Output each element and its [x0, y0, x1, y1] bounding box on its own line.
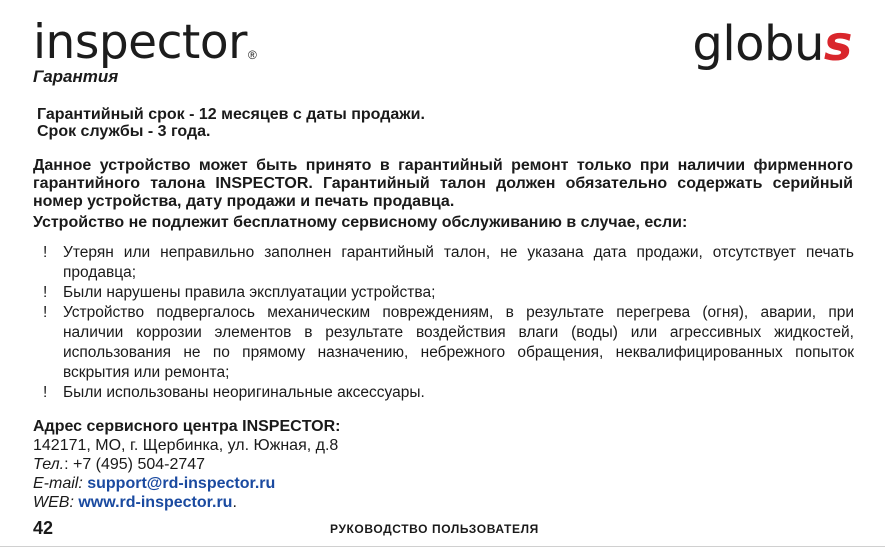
- street-address: 142171, МО, г. Щербинка, ул. Южная, д.8: [33, 437, 339, 454]
- web-line: [33, 493, 341, 512]
- phone-number: : +7 (495) 504-2747: [64, 456, 206, 473]
- warranty-conditions-paragraph: [33, 157, 853, 211]
- list-item: [43, 243, 854, 283]
- exclusions-title: Устройство не подлежит бесплатному сервисному обслуживанию в случае, если:: [33, 214, 688, 231]
- paragraph-line: номер устройства, дату продажи и печать продавца.: [33, 193, 455, 210]
- list-item-text: использования не по прямому назначению, небрежного обращения, неквалифицированных попыток: [63, 344, 854, 361]
- footer-divider: [0, 546, 885, 547]
- list-item-text: наличии коррозии элементов в результате воздействия влаги (воды) или агрессивных жидкостей,: [63, 324, 854, 341]
- service-life: Срок службы - 3 года.: [37, 123, 211, 140]
- list-item-text: вскрытия или ремонта;: [63, 364, 230, 381]
- web-period: .: [232, 494, 237, 511]
- paragraph-line: гарантийного талона INSPECTOR. Гарантийный талон должен обязательно содержать серийный: [33, 175, 853, 192]
- inspector-logo: [33, 15, 257, 70]
- list-item: [43, 303, 854, 383]
- exclamation-icon: !: [43, 384, 48, 401]
- exclamation-icon: !: [43, 244, 48, 261]
- list-item: [43, 383, 854, 403]
- globus-logo-text: globu: [692, 16, 824, 72]
- email-line: [33, 474, 341, 493]
- list-item-text: Были использованы неоригинальные аксессуары.: [63, 384, 425, 401]
- phone-label: Тел.: [33, 456, 65, 473]
- section-title: Гарантия: [33, 67, 119, 86]
- list-item-text: Устройство подвергалось механическим повреждениям, в результате перегрева (огня), аварии, при: [63, 304, 854, 321]
- inspector-logo-text: inspector: [33, 15, 247, 70]
- registered-mark: ®: [247, 48, 257, 62]
- phone-line: [33, 455, 341, 474]
- paragraph-line: Данное устройство может быть принято в гарантийный ремонт только при наличии фирменного: [33, 157, 853, 174]
- exclamation-icon: !: [43, 304, 48, 321]
- web-label: WEB:: [33, 494, 74, 511]
- address-title: Адрес сервисного центра INSPECTOR:: [33, 418, 341, 435]
- list-item: [43, 283, 854, 303]
- list-item-text: Утерян или неправильно заполнен гарантийный талон, не указана дата продажи, отсутствует печать: [63, 244, 854, 261]
- website-link[interactable]: www.rd-inspector.ru: [78, 494, 233, 511]
- email-link[interactable]: support@rd-inspector.ru: [87, 475, 276, 492]
- warranty-period: Гарантийный срок - 12 месяцев с даты продажи.: [37, 106, 425, 123]
- page-number: 42: [33, 518, 54, 538]
- warranty-terms: [37, 106, 425, 140]
- globus-logo: [692, 16, 852, 72]
- service-center-address: [33, 417, 341, 512]
- exclusions-list: [43, 243, 854, 403]
- list-item-text: Были нарушены правила эксплуатации устройства;: [63, 284, 436, 301]
- footer-title: РУКОВОДСТВО ПОЛЬЗОВАТЕЛЯ: [330, 522, 539, 536]
- email-label: E-mail:: [33, 475, 83, 492]
- globus-logo-accent: s: [823, 16, 852, 72]
- list-item-text: продавца;: [63, 264, 136, 281]
- exclamation-icon: !: [43, 284, 48, 301]
